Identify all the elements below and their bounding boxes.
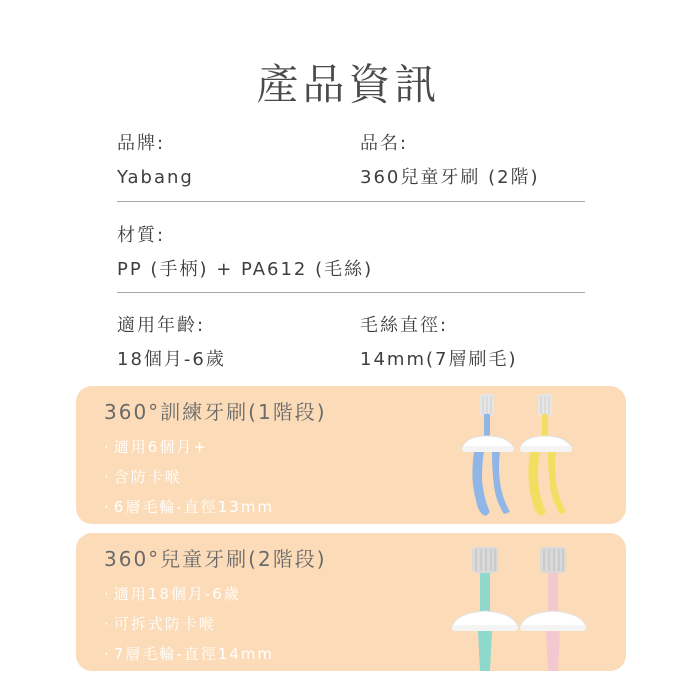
- name-spec: [360, 132, 540, 190]
- brand-label: 品牌:: [117, 133, 166, 154]
- stage1-card: [76, 386, 626, 524]
- material-value: PP (手柄) + PA612 (毛絲): [117, 259, 374, 280]
- stage1-bullet: · 6層毛輪-直徑13mm: [104, 498, 275, 516]
- age-spec: [117, 314, 226, 372]
- pink-toothbrush-icon: [520, 547, 586, 671]
- stage2-title: 360°兒童牙刷(2階段): [104, 547, 327, 571]
- yellow-toothbrush-icon: [520, 394, 572, 516]
- stage1-bullet: · 適用6個月+: [104, 438, 208, 456]
- blue-toothbrush-icon: [462, 394, 514, 516]
- stage1-bullet-list: [104, 432, 274, 522]
- bristle-label: 毛絲直徑:: [360, 315, 449, 336]
- material-spec: [117, 224, 373, 282]
- divider: [117, 201, 585, 202]
- divider: [117, 292, 585, 293]
- stage2-card: [76, 533, 626, 671]
- age-value: 18個月-6歲: [117, 349, 226, 370]
- stage2-bullet: · 7層毛輪-直徑14mm: [104, 645, 275, 663]
- name-label: 品名:: [360, 133, 409, 154]
- brand-spec: [117, 132, 194, 190]
- stage2-toothbrush-image: [448, 545, 592, 671]
- material-label: 材質:: [117, 225, 166, 246]
- stage1-toothbrush-image: [456, 390, 586, 522]
- bristle-spec: [360, 314, 517, 372]
- stage1-bullet: · 含防卡喉: [104, 468, 182, 486]
- stage1-title: 360°訓練牙刷(1階段): [104, 400, 327, 424]
- stage2-bullet: · 可拆式防卡喉: [104, 615, 216, 633]
- page-title: 產品資訊: [256, 60, 441, 109]
- age-label: 適用年齡:: [117, 315, 206, 336]
- brand-value: Yabang: [117, 167, 194, 188]
- green-toothbrush-icon: [452, 547, 518, 671]
- stage2-bullet: · 適用18個月-6歲: [104, 585, 241, 603]
- name-value: 360兒童牙刷 (2階): [360, 167, 540, 188]
- bristle-value: 14mm(7層刷毛): [360, 349, 518, 370]
- stage2-bullet-list: [104, 579, 274, 669]
